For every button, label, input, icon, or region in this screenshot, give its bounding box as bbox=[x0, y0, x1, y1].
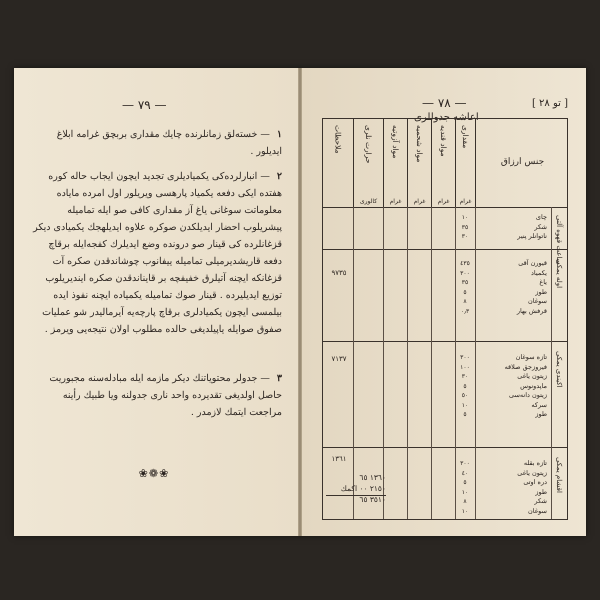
item-names: تازه بقله زیتون یاغی دره اوتی طوز شکر سوغان bbox=[517, 459, 547, 515]
item-names: قیورن آقی یکمیاد یاغ طوز سوغان قرفش بهار bbox=[516, 259, 547, 315]
item-number: ٣ bbox=[276, 373, 282, 384]
column-rule bbox=[551, 207, 552, 519]
section-rule bbox=[323, 249, 567, 250]
item-names: چای شکر ناتوانلر پنیر bbox=[517, 213, 547, 240]
item-text: — انبارلرده‌کی یکمیادیلری تجدید ایچون ایجاب حاله کوره هفتده ایکی دفعه یکمیاد پارهسی ویریلور اول امرده مایاده معلوماتت سوغانی یاغ آز مقداری کافی صو ایله تمامیله پیشریلوب احضار ایدیلکدن صوکره علاوه ایدیلهجك یکمیادی دیکر قزغانلرده کی قینار صو درونده وضع ایدیلرك کفجه‌ایله برقاچ دفعه قاریشدیرمیلی تمامیله ییفانوب چوشاندقدن صکره آت قزغانکه ایچنه آتیلرق خفیفچه بر قایناندقدن صکره ایندیریلوب توزیع ایدیلیرده . قینار صوك تمامیله یکمیاده ایچنه نفوذ ایده بیلمسی ایچون یکمیادلری برقاچ پارچه‌یه آیرمالیدر شو عملیات صفوق صوایله یاپیلدیغی حالده مطلوب اولان نتیجه‌یی ویرمز . bbox=[33, 171, 282, 335]
quantity-values: ٣٠٠ ١٠٠ ٣٠ ٥ ٥٠ ١٠ ٥ bbox=[460, 354, 470, 418]
ration-table bbox=[322, 118, 568, 520]
item-number: ١ bbox=[276, 129, 282, 140]
quantity-values: ٣٠٠ ٤٠ ٥ ١٠ ٨ ١٠ bbox=[460, 460, 470, 515]
header-fat: مواد شحمیه غرام bbox=[407, 119, 431, 207]
quantity-values: ٤٣٥ ٣٠٠ ٣٥ ٥ ٨ ٠٫٣ bbox=[460, 260, 470, 315]
header-quantity: مقداری غرام bbox=[455, 119, 475, 207]
total-line-3: ٣٥١٠ ٦٥ bbox=[359, 495, 386, 504]
section-label: اوله یمکی bbox=[555, 259, 563, 289]
header-food-type: جنس ارزاق bbox=[475, 119, 569, 207]
section-rule bbox=[323, 341, 567, 342]
quantity-values: ١٠ ٣٥ ٣٠ bbox=[461, 214, 469, 240]
left-page bbox=[14, 68, 298, 536]
item-text: — خسته‌لق زمانلرنده چایك مقداری بربچق غرامه ابلاغ ایدیلور . bbox=[56, 129, 282, 157]
paragraph-item bbox=[32, 126, 282, 160]
calorie-value: ١٣٦١ bbox=[331, 455, 347, 463]
item-number: ٢ bbox=[276, 171, 282, 182]
item-text: — جدولر محتویاتنك دیکر مازمه ایله مبادله‌سنه مجبوریت حاصل اولدیغی تقدیرده واحد نارى جدولنه ویا طبیك رأینه مراجعت ایتمك لازمدر . bbox=[49, 373, 282, 418]
column-rule bbox=[407, 207, 408, 519]
paragraph-item bbox=[32, 168, 282, 388]
header-notes: ملاحظات bbox=[333, 125, 343, 154]
page-header bbox=[322, 96, 568, 123]
header-protein: مواد آزوتیه غرام bbox=[383, 119, 407, 207]
calorie-value: ٩٧٣٥ bbox=[331, 269, 347, 277]
table-totals bbox=[326, 472, 386, 505]
calorie-value: ٧١٣٧ bbox=[331, 355, 347, 363]
total-rule bbox=[326, 495, 386, 496]
page-number: — ٧٩ — bbox=[122, 98, 167, 112]
ornament-icon: ❀❁❀ bbox=[138, 467, 170, 480]
open-book bbox=[14, 68, 586, 536]
section-label: ساعت قهوه آلتی bbox=[555, 215, 563, 265]
column-rule bbox=[431, 207, 432, 519]
column-rule bbox=[475, 207, 476, 519]
section-rule bbox=[323, 447, 567, 448]
header-rule bbox=[323, 207, 567, 208]
total-line-1: ١٣٦٠ ٦٥ bbox=[359, 473, 386, 482]
section-label: اقشام یمکی bbox=[555, 457, 563, 493]
paragraph-item bbox=[32, 370, 282, 421]
right-page bbox=[302, 68, 586, 536]
page-number: — ٧٨ — bbox=[422, 96, 467, 110]
total-line-2: ٢١٥٠ ٠٠ اکمك bbox=[340, 484, 386, 493]
section-label: اکیندی یمکی bbox=[555, 351, 563, 388]
item-names: تازه سوغان فیروزجق صلاقه زیتون یاغی ماپدونوس زیتون دانه‌سی سرکه طوز bbox=[504, 353, 547, 418]
continuation-mark: [ تو ٢٨ ] bbox=[531, 98, 568, 109]
header-calories: حرارت نلری کالوری bbox=[353, 119, 383, 207]
table-title: اعاشه جدوللری bbox=[414, 112, 479, 123]
header-carbs: مواد قندیه غرام bbox=[431, 119, 455, 207]
